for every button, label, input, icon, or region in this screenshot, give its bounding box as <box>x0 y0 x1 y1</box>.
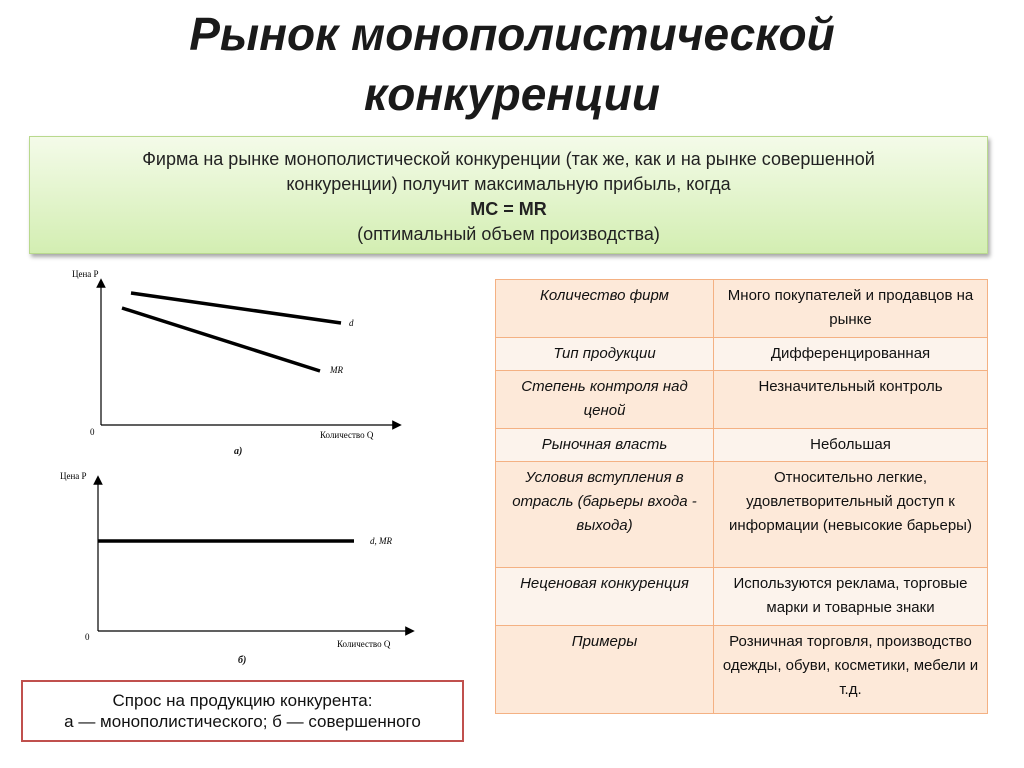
table-key-cell: Примеры <box>496 626 714 714</box>
table-row <box>496 280 988 338</box>
chart-a-xlabel: Количество Q <box>320 430 374 440</box>
table-key-cell: Количество фирм <box>496 280 714 338</box>
table-row <box>496 338 988 371</box>
table-value-cell: Используются реклама, торговые марки и товарные знаки <box>714 568 988 626</box>
series-label-2: MR <box>330 365 343 375</box>
table-key-cell: Степень контроля над ценой <box>496 371 714 429</box>
chart-caption <box>21 680 464 742</box>
caption-line-2: а — монополистического; б — совершенного <box>64 712 421 731</box>
caption-line-1: Спрос на продукцию конкурента: <box>112 691 373 710</box>
table-value-cell: Относительно легкие, удовлетворительный доступ к информации (невысокие барьеры) <box>714 462 988 568</box>
table-key-cell: Рыночная власть <box>496 429 714 462</box>
chart-a <box>50 265 430 470</box>
condition-text: Фирма на рынке монополистической конкуренции (так же, как и на рынке совершенной конкуренции) получит максимальную прибыль, когда <box>142 149 875 194</box>
condition-equation: MC = MR <box>470 199 547 219</box>
table-key-cell: Неценовая конкуренция <box>496 568 714 626</box>
chart-b-xlabel: Количество Q <box>337 639 391 649</box>
condition-note: (оптимальный объем производства) <box>357 224 660 244</box>
condition-box <box>29 136 988 254</box>
chart-b-series <box>98 536 392 546</box>
series-label-1: d, MR <box>370 536 392 546</box>
chart-b-svg <box>50 460 430 660</box>
table-value-cell: Незначительный контроль <box>714 371 988 429</box>
title-line-2: конкуренции <box>363 68 661 120</box>
table-row <box>496 568 988 626</box>
table-value-cell: Дифференцированная <box>714 338 988 371</box>
table-row <box>496 462 988 568</box>
table-value-cell: Много покупателей и продавцов на рынке <box>714 280 988 338</box>
chart-b-panel-label: б) <box>238 655 247 666</box>
series-label-1: d <box>349 318 354 328</box>
chart-a-svg <box>50 265 430 465</box>
table-value-cell: Небольшая <box>714 429 988 462</box>
table-row <box>496 429 988 462</box>
table-key-cell: Условия вступления в отрасль (барьеры входа - выхода) <box>496 462 714 568</box>
chart-a-series <box>122 293 354 375</box>
chart-a-panel-label: а) <box>234 446 243 457</box>
chart-b-ylabel: Цена P <box>60 471 87 481</box>
table-row <box>496 626 988 714</box>
table-value-cell: Розничная торговля, производство одежды, обуви, косметики, мебели и т.д. <box>714 626 988 714</box>
table-key-cell: Тип продукции <box>496 338 714 371</box>
page-title <box>0 4 1024 124</box>
chart-b <box>50 460 430 665</box>
chart-a-origin: 0 <box>90 427 95 437</box>
series-line-1 <box>131 293 341 323</box>
chart-a-ylabel: Цена P <box>72 269 99 279</box>
characteristics-table <box>495 279 988 714</box>
table-row <box>496 371 988 429</box>
chart-b-origin: 0 <box>85 632 90 642</box>
title-line-1: Рынок монополистической <box>189 8 835 60</box>
